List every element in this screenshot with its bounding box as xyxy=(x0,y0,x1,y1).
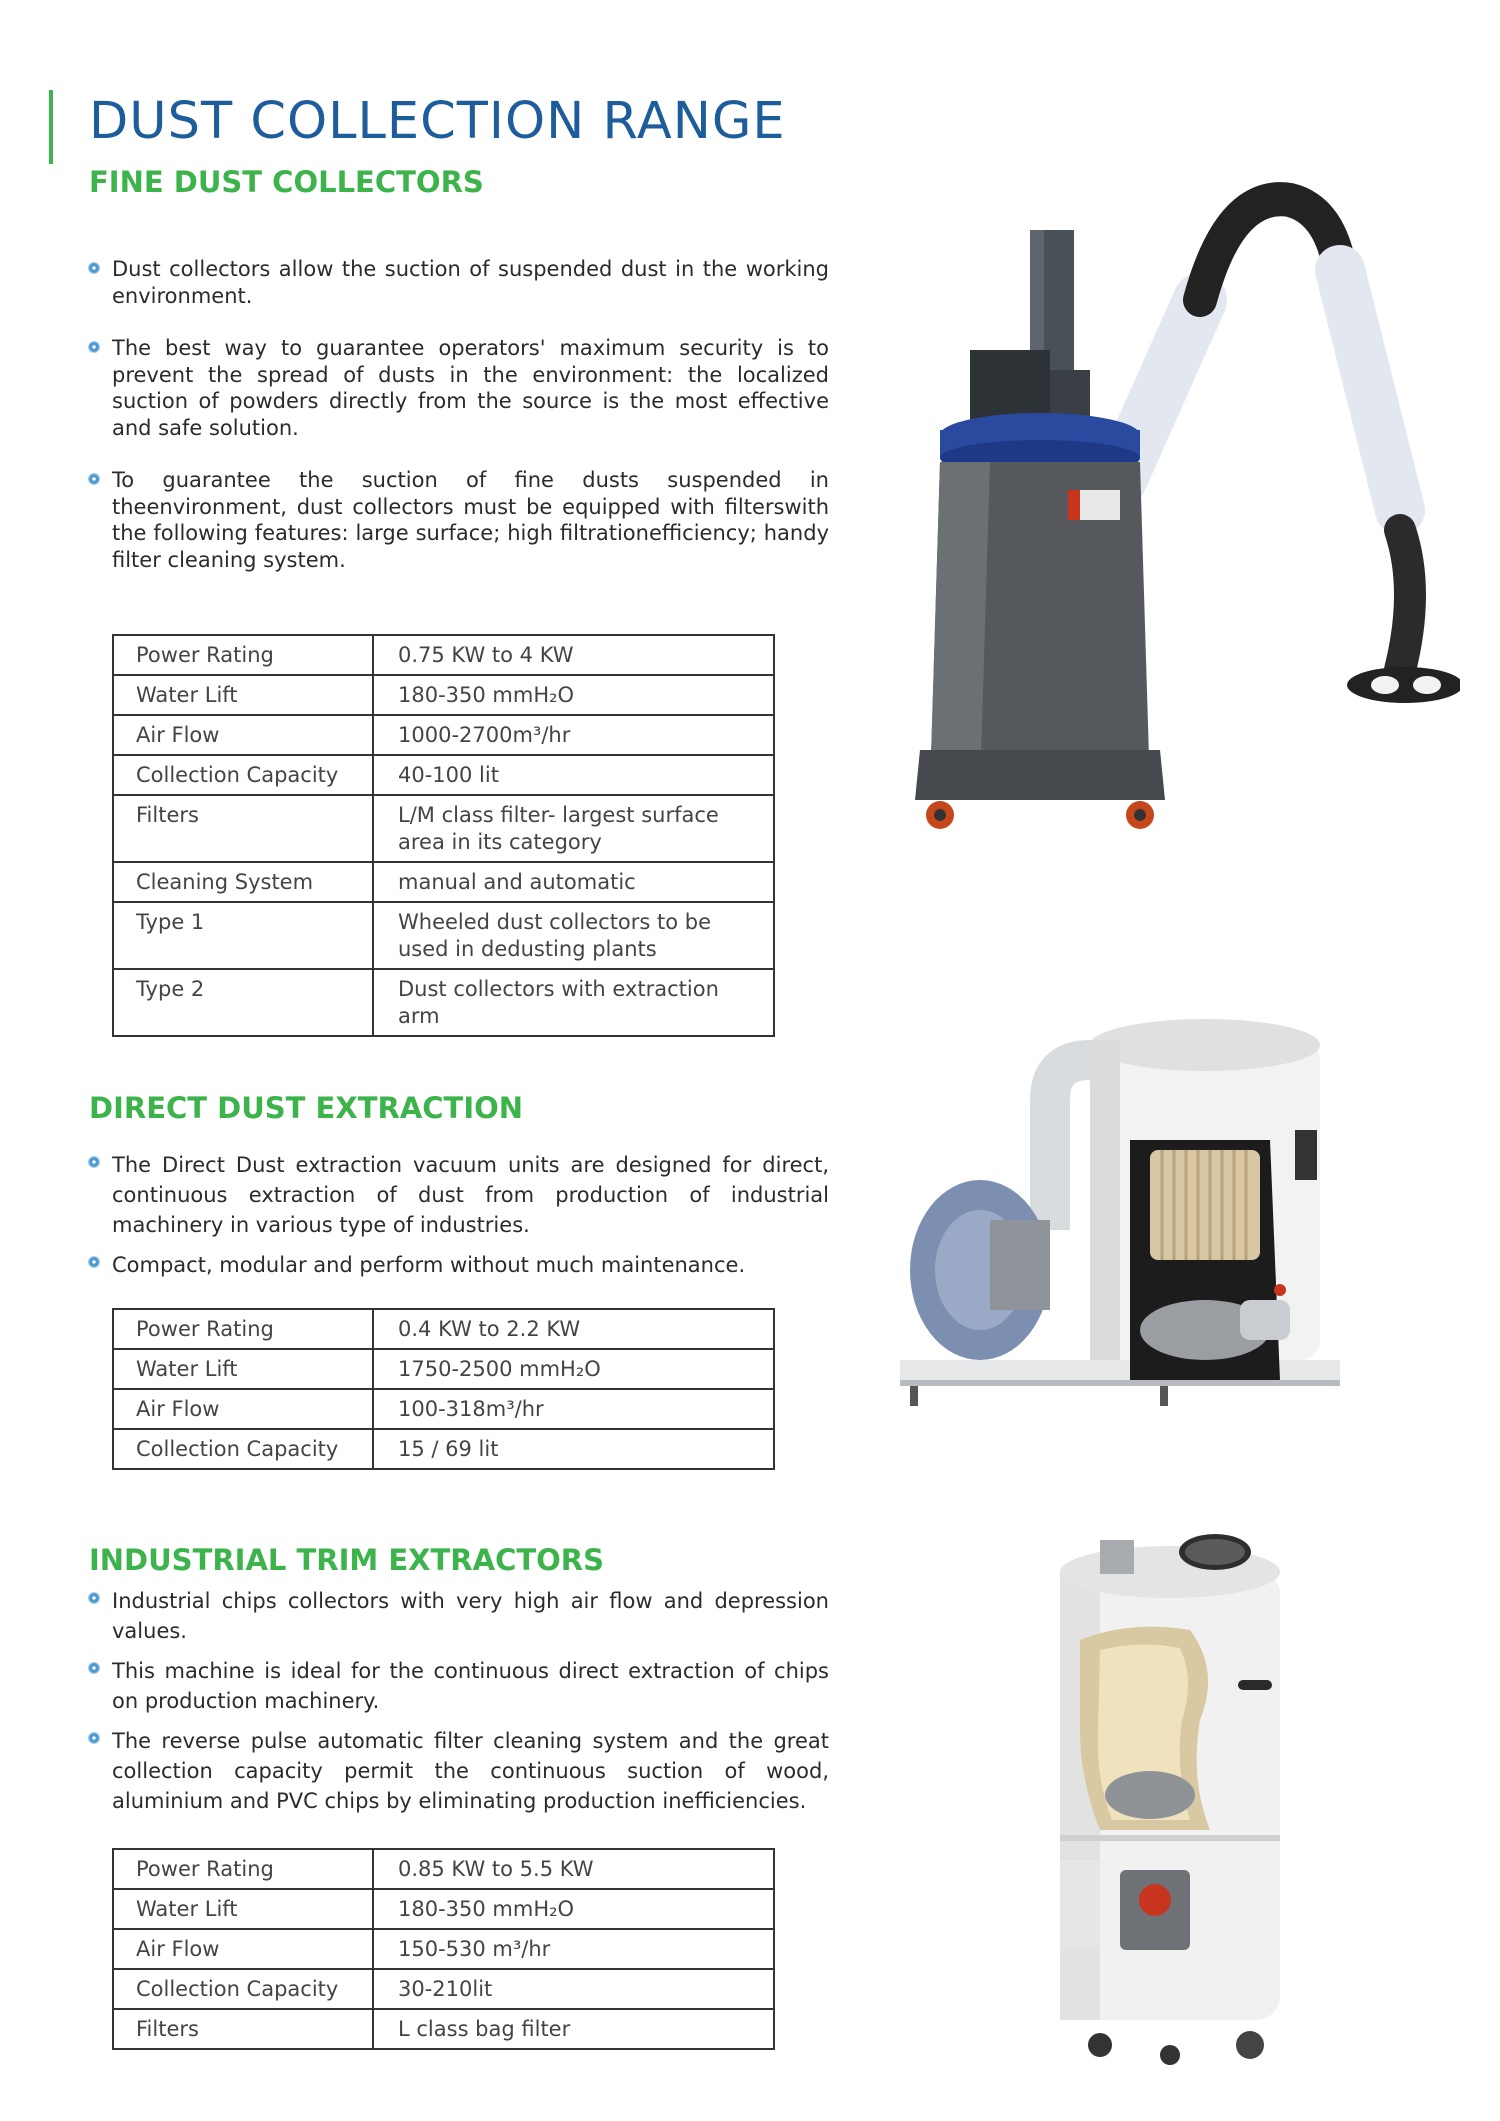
spec-value: 0.85 KW to 5.5 KW xyxy=(373,1849,774,1889)
section-heading-industrial-trim-extractors: INDUSTRIAL TRIM EXTRACTORS xyxy=(89,1543,605,1577)
spec-value: L/M class filter- largest surface area in its category xyxy=(373,795,774,862)
spec-value: 100-318m³/hr xyxy=(373,1389,774,1429)
table-row xyxy=(113,1349,774,1389)
spec-value: 30-210lit xyxy=(373,1969,774,2009)
spec-value: 180-350 mmH₂O xyxy=(373,675,774,715)
spec-label: Air Flow xyxy=(113,1389,373,1429)
spec-label: Type 1 xyxy=(113,902,373,969)
table-row xyxy=(113,1389,774,1429)
spec-label: Water Lift xyxy=(113,1889,373,1929)
spec-value: 0.4 KW to 2.2 KW xyxy=(373,1309,774,1349)
spec-value: 150-530 m³/hr xyxy=(373,1929,774,1969)
table-row xyxy=(113,1429,774,1469)
spec-label: Water Lift xyxy=(113,675,373,715)
table-row xyxy=(113,902,774,969)
table-row xyxy=(113,755,774,795)
spec-value: 15 / 69 lit xyxy=(373,1429,774,1469)
bullet-item: To guarantee the suction of fine dusts suspended in theenvironment, dust collectors must be equipped with filterswith the following features: large surface; high filtrationefficiency; handy filter cleaning system. xyxy=(89,467,829,573)
table-row xyxy=(113,862,774,902)
table-row xyxy=(113,1929,774,1969)
spec-label: Type 2 xyxy=(113,969,373,1036)
spec-label: Collection Capacity xyxy=(113,755,373,795)
spec-value: 1750-2500 mmH₂O xyxy=(373,1349,774,1389)
spec-label: Collection Capacity xyxy=(113,1429,373,1469)
trim-extractor-spec-table xyxy=(112,1848,775,2050)
spec-value: 180-350 mmH₂O xyxy=(373,1889,774,1929)
bullet-icon xyxy=(89,263,99,273)
fine-dust-collector-image xyxy=(900,150,1460,840)
table-row xyxy=(113,2009,774,2049)
table-row xyxy=(113,1849,774,1889)
table-row xyxy=(113,795,774,862)
spec-value: manual and automatic xyxy=(373,862,774,902)
spec-label: Filters xyxy=(113,795,373,862)
spec-label: Power Rating xyxy=(113,1849,373,1889)
bullet-item: The reverse pulse automatic filter cleaning system and the great collection capacity permit the continuous suction of wood, aluminium and PVC chips by eliminating production inefficiencies. xyxy=(89,1726,829,1816)
spec-label: Water Lift xyxy=(113,1349,373,1389)
direct-dust-spec-table xyxy=(112,1308,775,1470)
fine-dust-spec-table xyxy=(112,634,775,1037)
spec-value: 0.75 KW to 4 KW xyxy=(373,635,774,675)
bullet-item: Industrial chips collectors with very high air flow and depression values. xyxy=(89,1586,829,1646)
section-heading-direct-dust-extraction: DIRECT DUST EXTRACTION xyxy=(89,1091,524,1125)
spec-label: Collection Capacity xyxy=(113,1969,373,2009)
title-accent-bar xyxy=(49,90,53,164)
bullet-item: This machine is ideal for the continuous direct extraction of chips on production machinery. xyxy=(89,1656,829,1716)
section-heading-fine-dust-collectors: FINE DUST COLLECTORS xyxy=(89,165,484,199)
spec-label: Cleaning System xyxy=(113,862,373,902)
table-row xyxy=(113,715,774,755)
bullet-item: Dust collectors allow the suction of suspended dust in the working environment. xyxy=(89,256,829,309)
trim-extractor-image xyxy=(1040,1530,1310,2075)
direct-dust-extractor-image xyxy=(900,1000,1360,1450)
fine-dust-bullets xyxy=(89,256,829,573)
table-row xyxy=(113,675,774,715)
bullet-item: The Direct Dust extraction vacuum units are designed for direct, continuous extraction of dust from production of industrial machinery in various type of industries. xyxy=(89,1150,829,1240)
table-row xyxy=(113,1309,774,1349)
spec-value: Dust collectors with extraction arm xyxy=(373,969,774,1036)
bullet-icon xyxy=(89,1257,99,1267)
spec-value: Wheeled dust collectors to be used in dedusting plants xyxy=(373,902,774,969)
bullet-icon xyxy=(89,1157,99,1167)
spec-label: Air Flow xyxy=(113,715,373,755)
bullet-icon xyxy=(89,1593,99,1603)
bullet-icon xyxy=(89,1733,99,1743)
spec-value: 1000-2700m³/hr xyxy=(373,715,774,755)
direct-dust-bullets xyxy=(89,1150,829,1280)
spec-value: L class bag filter xyxy=(373,2009,774,2049)
spec-value: 40-100 lit xyxy=(373,755,774,795)
bullet-item: Compact, modular and perform without much maintenance. xyxy=(89,1250,829,1280)
page-title: DUST COLLECTION RANGE xyxy=(89,92,786,151)
trim-extractor-bullets xyxy=(89,1586,829,1816)
bullet-icon xyxy=(89,1663,99,1673)
bullet-icon xyxy=(89,342,99,352)
bullet-item: The best way to guarantee operators' maximum security is to prevent the spread of dusts in the environment: the localized suction of powders directly from the source is the most effective and safe solution. xyxy=(89,335,829,441)
spec-label: Power Rating xyxy=(113,635,373,675)
spec-label: Air Flow xyxy=(113,1929,373,1969)
table-row xyxy=(113,1969,774,2009)
table-row xyxy=(113,635,774,675)
table-row xyxy=(113,1889,774,1929)
bullet-icon xyxy=(89,474,99,484)
table-row xyxy=(113,969,774,1036)
spec-label: Filters xyxy=(113,2009,373,2049)
spec-label: Power Rating xyxy=(113,1309,373,1349)
